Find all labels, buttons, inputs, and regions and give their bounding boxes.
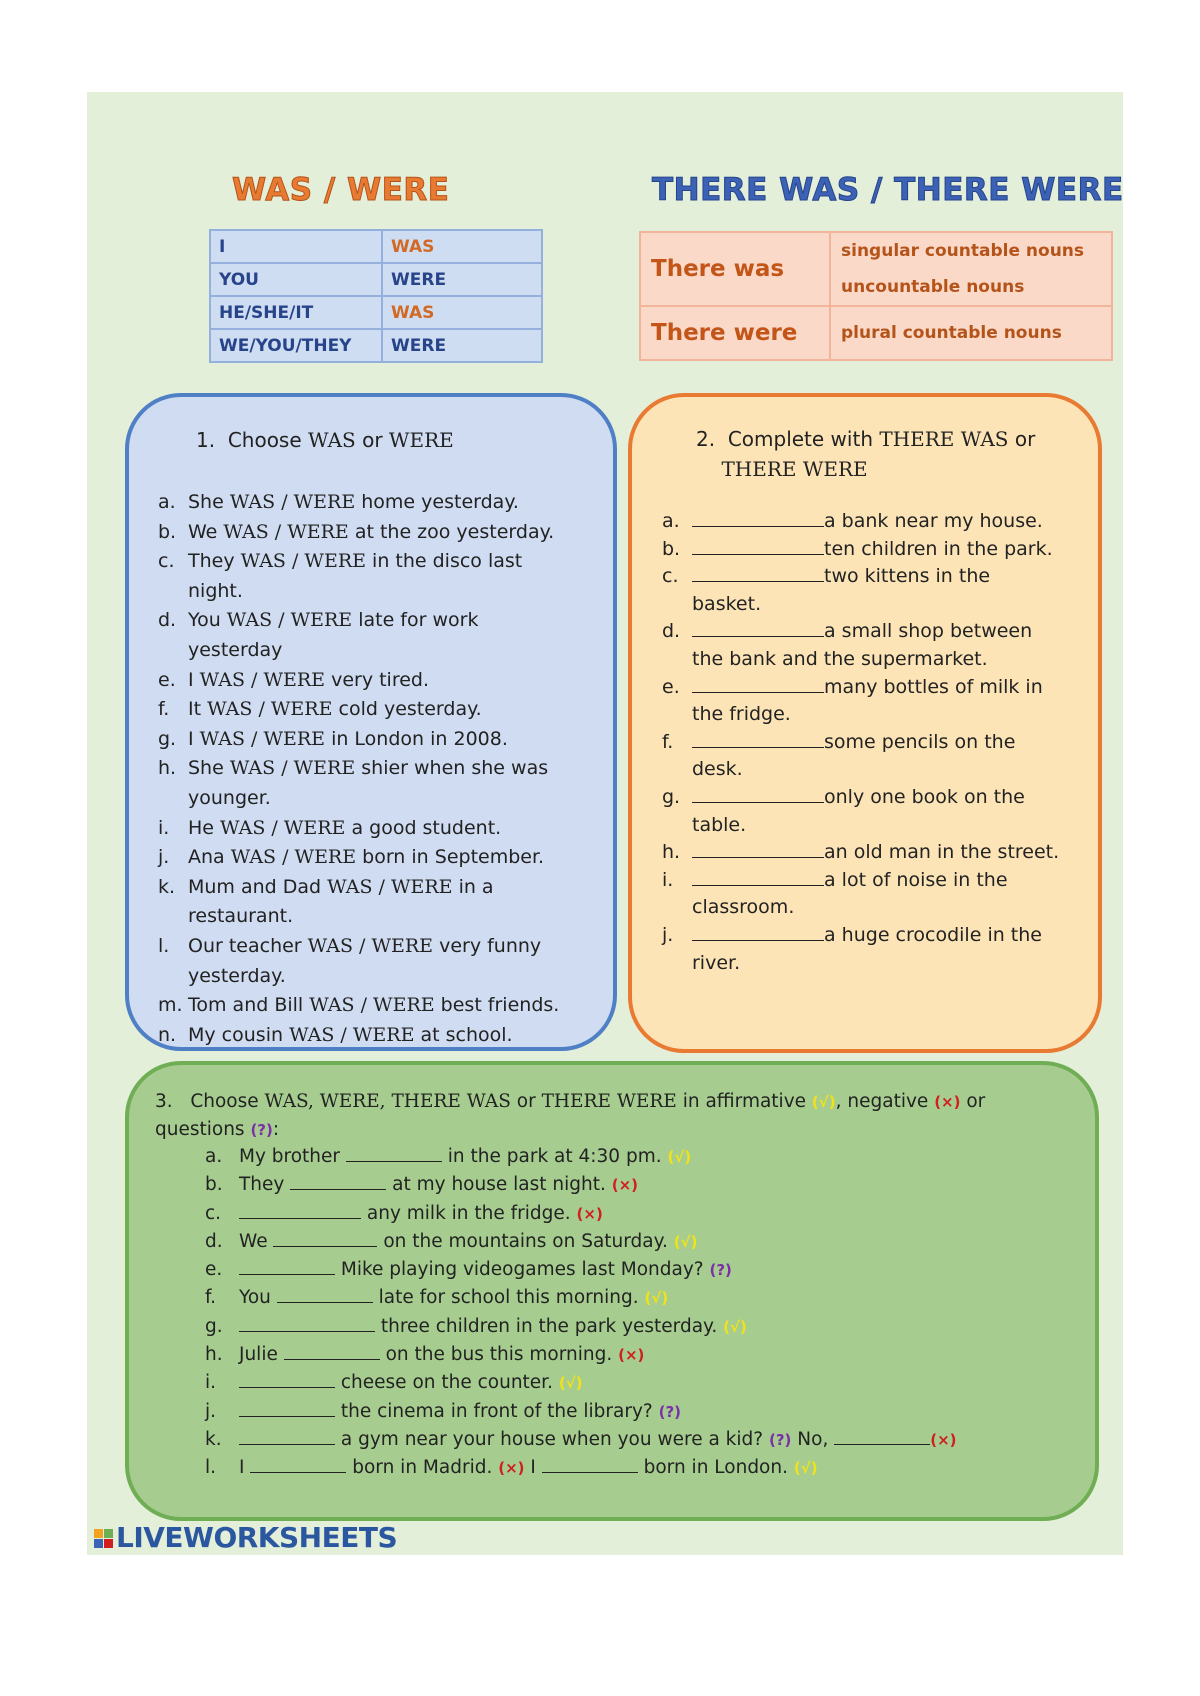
- item-subject: My cousin: [188, 1023, 290, 1046]
- list-item: [662, 536, 1064, 564]
- list-item: [205, 1228, 1065, 1256]
- instruction-text: Choose: [190, 1091, 265, 1112]
- item-text: in the disco last night.: [188, 550, 523, 602]
- item-letter: e.: [158, 668, 176, 691]
- item-subject: They: [239, 1174, 291, 1196]
- keyword: WERE: [388, 428, 454, 452]
- instruction-text: , negative: [835, 1091, 935, 1112]
- pronoun-cell: YOU: [210, 263, 382, 296]
- was-were-choice[interactable]: WAS / WERE: [226, 609, 353, 632]
- instruction-text: :: [272, 1119, 280, 1140]
- item-text: in the park at 4:30 pm.: [441, 1146, 668, 1167]
- affirmative-mark: (√): [811, 1093, 836, 1111]
- list-item: [205, 1369, 1065, 1397]
- item-subject: I: [524, 1457, 542, 1479]
- item-text: Mike playing videogames last Monday?: [335, 1259, 710, 1281]
- keyword: WAS, WERE, THERE WAS: [264, 1091, 511, 1112]
- item-subject: I: [188, 668, 200, 691]
- item-text: shier when she was younger.: [188, 757, 549, 809]
- answer-blank[interactable]: [277, 1286, 373, 1303]
- answer-blank[interactable]: [239, 1202, 361, 1219]
- was-were-choice[interactable]: WAS / WERE: [309, 994, 435, 1017]
- list-item: [662, 784, 1064, 839]
- list-item: [205, 1426, 1065, 1454]
- was-were-title: WAS / WERE: [232, 172, 450, 208]
- item-letter: h.: [205, 1344, 223, 1366]
- logo-text: LIVEWORKSHEETS: [116, 1521, 398, 1554]
- list-item: [205, 1284, 1065, 1312]
- answer-blank[interactable]: [692, 786, 824, 803]
- table-row: [640, 306, 1112, 360]
- list-item: [662, 867, 1064, 922]
- answer-blank[interactable]: [692, 731, 824, 748]
- item-text: ten children in the park.: [824, 537, 1053, 560]
- exercise-number: 3.: [155, 1091, 173, 1112]
- item-text: cold yesterday.: [332, 698, 482, 721]
- item-letter: b.: [662, 537, 681, 560]
- list-item: [205, 1171, 1065, 1199]
- item-text: only one book on the table.: [692, 785, 1025, 836]
- item-subject: We: [188, 520, 224, 543]
- pronoun-cell: WE/YOU/THEY: [210, 329, 382, 362]
- list-item: [158, 488, 578, 518]
- answer-blank[interactable]: [692, 924, 824, 941]
- answer-blank[interactable]: [692, 565, 824, 582]
- item-letter: f.: [662, 730, 674, 753]
- affirmative-mark: (√): [673, 1232, 698, 1251]
- item-letter: j.: [662, 923, 674, 946]
- item-letter: a.: [662, 510, 680, 532]
- item-text: on the bus this morning.: [379, 1344, 619, 1366]
- was-were-choice[interactable]: WAS / WERE: [307, 934, 434, 957]
- answer-blank[interactable]: [346, 1145, 442, 1162]
- was-were-choice[interactable]: WAS / WERE: [230, 846, 357, 869]
- list-item: [158, 725, 578, 755]
- answer-blank[interactable]: [273, 1230, 377, 1247]
- answer-blank[interactable]: [239, 1315, 375, 1332]
- item-text: born in London.: [637, 1457, 794, 1479]
- item-text: in a restaurant.: [188, 875, 494, 928]
- item-text: very tired.: [325, 668, 430, 691]
- table-row: [210, 296, 542, 329]
- liveworksheets-logo: [94, 1521, 397, 1554]
- item-letter: j.: [205, 1400, 217, 1422]
- was-were-choice[interactable]: WAS / WERE: [199, 668, 326, 691]
- answer-blank[interactable]: [290, 1173, 386, 1190]
- was-were-choice[interactable]: WAS / WERE: [289, 1023, 415, 1046]
- list-item: [662, 563, 1064, 618]
- item-letter: g.: [158, 727, 177, 750]
- item-text: at the zoo yesterday.: [348, 520, 555, 543]
- was-were-table: [209, 229, 543, 363]
- list-item: [662, 729, 1064, 784]
- item-text: any milk in the fridge.: [361, 1202, 577, 1224]
- item-letter: a.: [205, 1146, 223, 1167]
- item-letter: d.: [158, 609, 177, 632]
- list-item: [205, 1454, 1065, 1482]
- table-row: [210, 329, 542, 362]
- item-letter: e.: [205, 1259, 223, 1281]
- item-text: in London in 2008.: [325, 727, 508, 750]
- keyword: WAS: [308, 428, 356, 452]
- list-item: [662, 922, 1064, 977]
- exercise-2-heading: [696, 424, 1066, 484]
- negative-mark: (×): [498, 1459, 525, 1478]
- item-letter: g.: [205, 1315, 223, 1337]
- answer-blank[interactable]: [692, 620, 824, 637]
- list-item: [158, 606, 578, 665]
- answer-blank[interactable]: [542, 1456, 638, 1473]
- item-letter: b.: [158, 520, 177, 543]
- list-item: [662, 674, 1064, 729]
- there-was-there-were-table: [639, 231, 1113, 361]
- item-letter: b.: [205, 1174, 223, 1196]
- list-item: [662, 839, 1064, 867]
- item-subject: Our teacher: [188, 934, 308, 957]
- list-item: [662, 618, 1064, 673]
- keyword: THERE WAS: [879, 427, 1009, 451]
- item-subject: My brother: [239, 1146, 346, 1167]
- item-text: at my house last night.: [386, 1174, 612, 1196]
- item-subject: He: [188, 816, 221, 839]
- item-letter: h.: [662, 841, 681, 864]
- item-subject: You: [239, 1287, 277, 1309]
- negative-mark: (×): [611, 1176, 638, 1195]
- table-row: [210, 263, 542, 296]
- item-text: No,: [791, 1428, 835, 1450]
- item-text: a small shop between the bank and the supermarket.: [692, 620, 1033, 670]
- negative-mark: (×): [576, 1204, 603, 1223]
- exercise-1-heading: [196, 428, 454, 452]
- verb-cell: WAS: [382, 230, 542, 263]
- item-text: many bottles of milk in the fridge.: [692, 675, 1043, 726]
- list-item: [205, 1256, 1065, 1284]
- item-letter: l.: [158, 934, 170, 957]
- list-item: [158, 843, 578, 873]
- answer-blank[interactable]: [692, 841, 824, 858]
- was-were-choice[interactable]: WAS / WERE: [199, 727, 326, 750]
- list-item: [662, 508, 1064, 536]
- item-subject: She: [188, 491, 230, 513]
- item-letter: g.: [662, 785, 681, 808]
- list-item: [205, 1313, 1065, 1341]
- rule-singular-countable: singular countable nouns: [841, 241, 1085, 261]
- item-subject: They: [188, 550, 241, 573]
- item-letter: c.: [158, 550, 175, 573]
- item-text: at school.: [414, 1023, 513, 1046]
- item-letter: e.: [662, 675, 680, 698]
- item-text: a good student.: [345, 816, 502, 839]
- list-item: [158, 666, 578, 696]
- item-letter: h.: [158, 757, 177, 780]
- item-letter: n.: [158, 1023, 177, 1046]
- was-were-choice[interactable]: WAS / WERE: [220, 816, 346, 839]
- instruction-text: or: [510, 1091, 542, 1112]
- instruction-text: or: [355, 428, 389, 452]
- list-item: [205, 1200, 1065, 1228]
- list-item: [158, 1021, 578, 1051]
- item-text: three children in the park yesterday.: [375, 1315, 724, 1337]
- item-letter: l.: [205, 1457, 217, 1479]
- exercise-3-heading: [155, 1088, 1055, 1144]
- answer-blank[interactable]: [239, 1258, 335, 1275]
- instruction-text: in affirmative: [676, 1091, 812, 1112]
- item-text: the cinema in front of the library?: [335, 1400, 659, 1422]
- instruction-text: Complete with: [727, 427, 880, 451]
- affirmative-mark: (√): [667, 1148, 692, 1166]
- list-item: [158, 991, 578, 1021]
- exercise-number: 2.: [696, 427, 716, 451]
- item-letter: k.: [158, 875, 176, 898]
- verb-cell: WAS: [382, 296, 542, 329]
- item-text: cheese on the counter.: [335, 1372, 559, 1394]
- was-were-choice[interactable]: WAS / WERE: [240, 550, 366, 573]
- rule-plural-countable: plural countable nouns: [830, 306, 1112, 360]
- answer-blank[interactable]: [692, 538, 824, 555]
- answer-blank[interactable]: [239, 1400, 335, 1417]
- exercise-1-list: [158, 488, 578, 1050]
- question-mark: (?): [250, 1121, 273, 1139]
- instruction-text: Choose: [227, 428, 309, 452]
- instruction-text: or: [1008, 427, 1036, 451]
- item-letter: k.: [205, 1428, 222, 1450]
- answer-blank[interactable]: [239, 1428, 335, 1445]
- item-subject: She: [188, 757, 230, 780]
- list-item: [158, 518, 578, 548]
- there-was-there-were-title: THERE WAS / THERE WERE: [652, 172, 1124, 208]
- item-subject: I: [188, 727, 200, 750]
- list-item: [158, 873, 578, 932]
- list-item: [205, 1143, 1065, 1171]
- was-were-choice[interactable]: WAS / WERE: [229, 491, 356, 513]
- answer-blank[interactable]: [834, 1428, 930, 1445]
- item-subject: Mum and Dad: [188, 875, 328, 898]
- exercise-3-list: [205, 1143, 1065, 1483]
- list-item: [158, 754, 578, 813]
- item-text: a bank near my house.: [824, 510, 1043, 532]
- item-letter: f.: [158, 698, 170, 721]
- item-text: very funny yesterday.: [188, 934, 542, 987]
- item-letter: m.: [158, 994, 183, 1017]
- item-text: an old man in the street.: [824, 841, 1060, 864]
- item-letter: d.: [205, 1230, 223, 1252]
- affirmative-mark: (√): [723, 1317, 747, 1336]
- pronoun-cell: HE/SHE/IT: [210, 296, 382, 329]
- pronoun-cell: I: [210, 230, 382, 263]
- answer-blank[interactable]: [250, 1456, 346, 1473]
- item-text: a lot of noise in the classroom.: [692, 868, 1008, 919]
- exercise-2-list: [662, 508, 1064, 977]
- answer-blank[interactable]: [692, 510, 824, 527]
- item-subject: You: [188, 609, 227, 632]
- verb-cell: WERE: [382, 329, 542, 362]
- there-were-label: There were: [640, 306, 830, 360]
- item-text: on the mountains on Saturday.: [377, 1230, 674, 1252]
- exercise-number: 1.: [196, 428, 216, 452]
- answer-blank[interactable]: [284, 1343, 380, 1360]
- answer-blank[interactable]: [239, 1371, 335, 1388]
- negative-mark: (×): [618, 1346, 645, 1365]
- there-was-rules: [830, 232, 1112, 306]
- item-text: born in September.: [356, 846, 545, 869]
- rule-uncountable: uncountable nouns: [841, 277, 1025, 297]
- there-was-label: There was: [640, 232, 830, 306]
- item-letter: c.: [205, 1202, 222, 1224]
- item-subject: Julie: [239, 1344, 284, 1366]
- item-text: late for school this morning.: [372, 1287, 645, 1309]
- item-subject: We: [239, 1230, 274, 1252]
- was-were-choice[interactable]: WAS / WERE: [207, 698, 333, 721]
- item-letter: c.: [662, 565, 679, 588]
- item-text: a gym near your house when you were a kid?: [335, 1428, 769, 1450]
- list-item: [158, 932, 578, 991]
- item-text: late for work yesterday: [188, 609, 479, 661]
- verb-cell: WERE: [382, 263, 542, 296]
- negative-mark: (×): [934, 1093, 961, 1111]
- answer-blank[interactable]: [692, 676, 824, 693]
- item-text: best friends.: [434, 994, 560, 1017]
- negative-mark: (×): [930, 1430, 957, 1449]
- question-mark: (?): [768, 1430, 792, 1449]
- affirmative-mark: (√): [644, 1289, 669, 1308]
- item-text: home yesterday.: [355, 491, 519, 513]
- was-were-choice[interactable]: WAS / WERE: [327, 875, 453, 898]
- item-letter: i.: [662, 868, 674, 891]
- item-text: two kittens in the basket.: [692, 565, 991, 615]
- table-row: [640, 232, 1112, 306]
- keyword: THERE WERE: [541, 1091, 677, 1112]
- was-were-choice[interactable]: WAS / WERE: [223, 520, 349, 543]
- question-mark: (?): [709, 1261, 732, 1280]
- list-item: [158, 547, 578, 606]
- item-subject: Tom and Bill: [188, 994, 310, 1017]
- item-subject: Ana: [188, 846, 231, 869]
- was-were-choice[interactable]: WAS / WERE: [229, 757, 356, 780]
- item-text: born in Madrid.: [346, 1457, 499, 1479]
- answer-blank[interactable]: [692, 869, 824, 886]
- list-item: [158, 814, 578, 844]
- affirmative-mark: (√): [793, 1459, 818, 1478]
- item-text: a huge crocodile in the river.: [692, 923, 1042, 974]
- keyword: THERE WERE: [721, 457, 868, 481]
- item-text: some pencils on the desk.: [692, 730, 1016, 781]
- item-letter: d.: [662, 620, 681, 643]
- list-item: [205, 1398, 1065, 1426]
- question-mark: (?): [658, 1402, 682, 1421]
- item-letter: i.: [205, 1372, 217, 1394]
- item-subject: I: [239, 1457, 251, 1479]
- item-letter: a.: [158, 491, 176, 513]
- item-letter: i.: [158, 816, 170, 839]
- instruction-text: or questions: [155, 1091, 986, 1140]
- list-item: [205, 1341, 1065, 1369]
- list-item: [158, 695, 578, 725]
- item-letter: f.: [205, 1287, 217, 1309]
- item-letter: j.: [158, 846, 170, 869]
- table-row: [210, 230, 542, 263]
- affirmative-mark: (√): [558, 1374, 583, 1393]
- liveworksheets-logo-icon: [94, 1529, 114, 1549]
- item-subject: It: [188, 698, 208, 721]
